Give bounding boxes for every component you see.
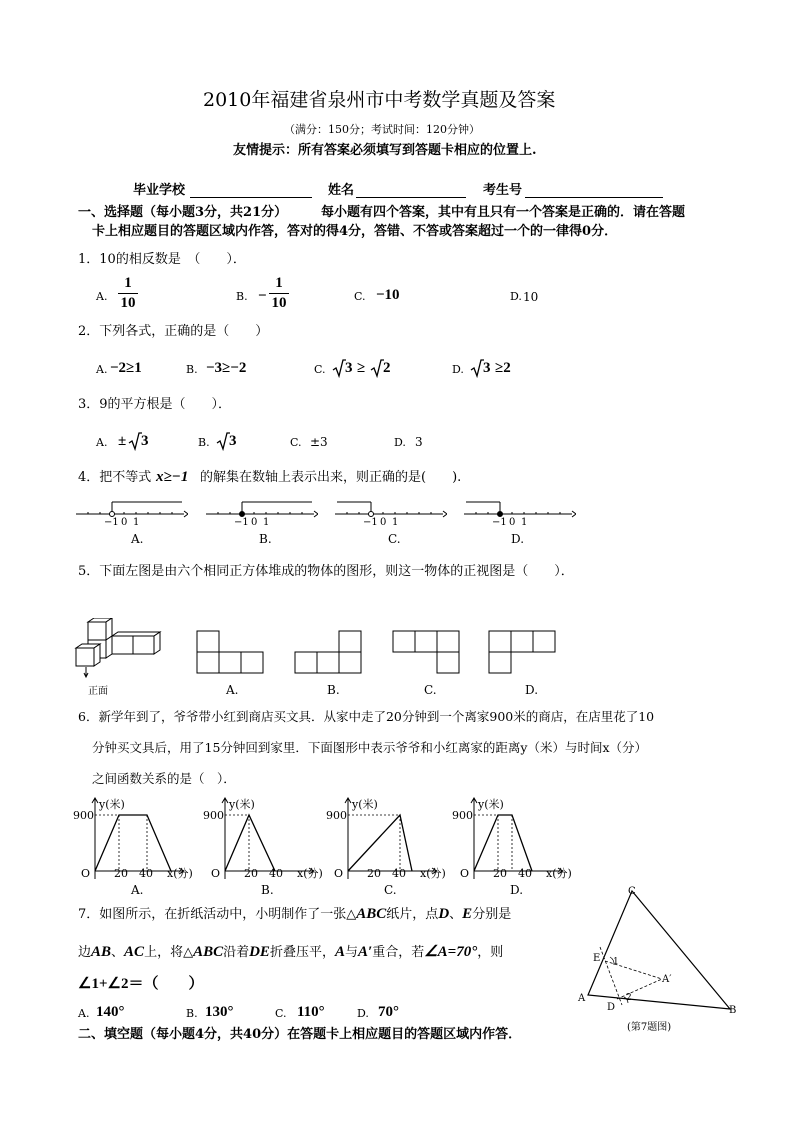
q4-numberline-c [335, 498, 447, 524]
q2-c-sqrt1 [332, 358, 346, 378]
q7-line2-ab: AB [91, 944, 112, 960]
q4-a-tick-1: 1 [133, 517, 140, 528]
q7-line1-d: D [438, 906, 450, 922]
q7-line2-mid4: 与 [344, 945, 358, 960]
q7-c-value: 110° [297, 1004, 325, 1020]
q3-a-radicand: 3 [141, 433, 149, 449]
q4-b-tick-1: 1 [263, 517, 270, 528]
name-blank[interactable] [356, 197, 466, 198]
q4-d-tick-neg1: −1 [492, 517, 507, 528]
q6-y-tick-900: 900 [452, 809, 473, 822]
q4-b-tick-0: 0 [251, 517, 258, 528]
q5-front-label: 正面 [88, 686, 108, 697]
q7-line1-post: 分别是 [472, 907, 512, 922]
tip-text: 友情提示：所有答案必须填写到答题卡相应的位置上. [233, 143, 537, 158]
q7-point-a: A [578, 993, 586, 1004]
q4-c-tick-0: 0 [380, 517, 387, 528]
q2-a-label: A. [96, 363, 108, 376]
q7-line2-post: ，则 [477, 945, 504, 960]
section1-instr2: 卡上相应题目的答题区域内作答，答对的得4分，答错、不答或答案超过一个的一律得0分． [92, 224, 618, 239]
q3-c-label: C. [290, 436, 302, 449]
q4-numberline-d [464, 498, 576, 524]
q7-line1-mid: 纸片，点 [386, 907, 439, 922]
q4-numberline-b [206, 498, 318, 524]
q7-line1-sep: 、 [449, 907, 463, 922]
q6-x-tick-40: 40 [518, 867, 532, 880]
q5-option-c-shape [392, 630, 462, 674]
q6-option-label: C. [384, 883, 397, 897]
q3-a-label: A. [96, 436, 108, 449]
q7-d-value: 70° [378, 1004, 399, 1020]
q4-stem-post: 的解集在数轴上表示出来，则正确的是( ). [200, 470, 462, 485]
q2-c-op: ≥ [357, 360, 366, 376]
page-title: 2010年福建省泉州市中考数学真题及答案 [203, 89, 556, 111]
q7-line2-a-prime: A′ [357, 944, 373, 960]
q7-line2 [78, 944, 503, 961]
q6-origin: O [334, 867, 344, 880]
q7-triangle-figure [580, 885, 740, 1025]
q5-stem: 5．下面左图是由六个相同正方体堆成的物体的图形，则这一物体的正视图是（ ）． [78, 564, 574, 579]
q5-option-d-shape [488, 630, 558, 674]
q6-origin: O [211, 867, 221, 880]
q7-point-c: C [628, 886, 636, 897]
q4-d-tick-1: 1 [521, 517, 528, 528]
q4-c-tick-1: 1 [392, 517, 399, 528]
q6-y-label: y(米) [478, 798, 504, 811]
q6-x-tick-20: 20 [244, 867, 258, 880]
q6-x-label: x(分) [297, 867, 323, 880]
q1-c-label: C. [354, 290, 366, 303]
q1-c-value: −10 [376, 287, 400, 303]
q7-line2-pre: 边 [78, 945, 92, 960]
exam-subtitle: （满分：150分；考试时间：120分钟） [284, 123, 480, 136]
q3-b-radicand: 3 [229, 433, 237, 449]
q6-x-label: x(分) [546, 867, 572, 880]
q4-numberline-a [76, 498, 188, 524]
q6-origin: O [460, 867, 470, 880]
section1-heading: 一、选择题（每小题3分，共21分） [78, 205, 288, 220]
q6-y-label: y(米) [352, 798, 378, 811]
q6-x-tick-20: 20 [114, 867, 128, 880]
q6-x-tick-40: 40 [139, 867, 153, 880]
q4-d-tick-0: 0 [509, 517, 516, 528]
fold-da-prime [617, 979, 662, 999]
q7-line2-de: DE [249, 944, 270, 960]
q1-b-label: B. [236, 290, 248, 303]
q7-point-d: D [607, 1002, 616, 1013]
q3-c-value: ±3 [310, 435, 328, 449]
q1-a-label: A. [96, 290, 108, 303]
q4-a-label: A. [131, 532, 144, 546]
q4-a-tick-neg1: −1 [104, 517, 119, 528]
q7-fig-caption: (第7题图) [627, 1022, 672, 1033]
q5-option-a-shape [196, 630, 266, 674]
q2-d-label: D. [452, 363, 464, 376]
q1-b-bar [269, 293, 289, 294]
triangle-abc [588, 891, 730, 1009]
q7-line1-abc: ABC [356, 906, 387, 922]
q1-a-numerator: 1 [124, 275, 132, 291]
exam-no-label: 考生号 [483, 183, 523, 198]
q4-a-tick-0: 0 [121, 517, 128, 528]
q2-stem: 2．下列各式，正确的是（ ） [78, 324, 269, 339]
q6-function-line [348, 815, 412, 871]
q6-function-line [474, 815, 532, 871]
q2-c-radicand2: 2 [383, 360, 391, 376]
q5-b-label: B. [327, 683, 340, 697]
q1-b-fraction [268, 275, 290, 312]
q3-d-value: 3 [415, 435, 423, 449]
q7-line2-ac: AC [124, 944, 145, 960]
q7-line2-abc: ABC [193, 944, 224, 960]
q6-line3: 之间函数关系的是（ ）． [92, 771, 236, 786]
q6-option-label: D. [510, 883, 524, 897]
q7-line2-mid2: 沿着 [223, 945, 250, 960]
q2-c-sqrt2 [370, 358, 384, 378]
q1-b-denominator: 10 [271, 295, 287, 311]
q4-b-tick-neg1: −1 [234, 517, 249, 528]
q6-option-label: B. [261, 883, 274, 897]
q5-c-label: C. [424, 683, 437, 697]
q1-b-numerator: 1 [275, 275, 283, 291]
q7-line2-mid3: 折叠压平， [269, 945, 335, 960]
q6-x-tick-40: 40 [392, 867, 406, 880]
q7-line2-sep: 、 [111, 945, 125, 960]
q7-line2-mid1: 上，将△ [144, 945, 194, 960]
q7-a-value: 140° [96, 1004, 125, 1020]
q6-x-label: x(分) [167, 867, 193, 880]
q5-option-b-shape [294, 630, 364, 674]
q3-a-pm: ± [118, 433, 127, 449]
q2-d-radicand: 3 [483, 360, 491, 376]
q6-x-tick-20: 20 [493, 867, 507, 880]
q7-point-e: E [593, 953, 601, 964]
q7-angle-2: 2 [626, 993, 632, 1003]
q7-b-label: B. [186, 1007, 198, 1020]
q4-stem-math: x≥−1 [156, 469, 189, 485]
q4-stem-pre: 4．把不等式 [78, 470, 152, 485]
q3-b-sqrt [216, 431, 230, 451]
q7-line3: ∠1+∠2＝（ ） [78, 976, 204, 992]
q2-c-label: C. [314, 363, 326, 376]
q6-line1: 6．新学年到了，爷爷带小红到商店买文具．从家中走了20分钟到一个离家900米的商店，在店里花了10 [78, 709, 655, 724]
q7-line2-a: A [334, 944, 345, 960]
q4-c-tick-neg1: −1 [363, 517, 378, 528]
q7-a-label: A. [78, 1007, 90, 1020]
q6-y-label: y(米) [99, 798, 125, 811]
q5-a-label: A. [226, 683, 239, 697]
q7-line2-cond: ∠A=70° [424, 944, 478, 960]
q2-a-expr: −2≥1 [110, 360, 142, 376]
section2-heading: 二、填空题（每小题4分，共40分）在答题卡上相应题目的答题区域内作答． [78, 1027, 522, 1042]
q1-d-label: D. [510, 290, 522, 303]
q5-cube-stack [74, 618, 164, 690]
q7-point-a-prime: A′ [662, 974, 672, 985]
q6-function-line [225, 815, 275, 871]
q7-line1 [78, 906, 511, 923]
q7-line2-mid5: 重合，若 [372, 945, 425, 960]
q3-d-label: D. [394, 436, 406, 449]
q1-d-value: 10 [523, 290, 539, 304]
section1-instr1: 每小题有四个答案，其中有且只有一个答案是正确的．请在答题 [321, 205, 686, 220]
school-label: 毕业学校 [133, 183, 186, 198]
q2-d-sqrt [470, 358, 484, 378]
q6-x-label: x(分) [420, 867, 446, 880]
q3-b-label: B. [198, 436, 210, 449]
q7-angle-1: 1 [613, 957, 619, 967]
q5-d-label: D. [525, 683, 539, 697]
q4-b-label: B. [259, 532, 272, 546]
q6-line2: 分钟买文具后，用了15分钟回到家里．下面图形中表示爷爷和小红离家的距离y（米）与时间x（分） [92, 740, 648, 755]
q1-b-sign: − [258, 288, 267, 304]
q4-c-label: C. [388, 532, 401, 546]
q7-b-value: 130° [205, 1004, 234, 1020]
q2-b-label: B. [186, 363, 198, 376]
q6-origin: O [81, 867, 91, 880]
q2-d-rest: ≥2 [495, 360, 511, 376]
q2-b-expr: −3≥−2 [206, 360, 247, 376]
q2-c-radicand1: 3 [345, 360, 353, 376]
q6-y-label: y(米) [229, 798, 255, 811]
q1-a-denominator: 10 [120, 295, 136, 311]
q6-function-line [95, 815, 171, 871]
q6-y-tick-900: 900 [73, 809, 94, 822]
q6-y-tick-900: 900 [326, 809, 347, 822]
q6-x-tick-40: 40 [269, 867, 283, 880]
q1-a-bar [118, 293, 138, 294]
q6-y-tick-900: 900 [203, 809, 224, 822]
q7-point-b: B [729, 1005, 737, 1016]
q1-stem: 1．10的相反数是 （ ）． [78, 252, 246, 267]
q1-a-fraction [117, 275, 139, 312]
q3-stem: 3．9的平方根是（ ）． [78, 397, 232, 412]
q3-a-sqrt [128, 431, 142, 451]
q6-option-label: A. [131, 883, 144, 897]
q7-line1-pre: 7．如图所示，在折纸活动中，小明制作了一张△ [78, 907, 357, 922]
q4-d-label: D. [511, 532, 525, 546]
q7-d-label: D. [357, 1007, 369, 1020]
exam-no-blank[interactable] [525, 197, 663, 198]
school-blank[interactable] [190, 197, 312, 198]
q6-x-tick-20: 20 [367, 867, 381, 880]
q7-line1-e: E [462, 906, 473, 922]
q7-c-label: C. [275, 1007, 287, 1020]
name-label: 姓名 [328, 183, 355, 198]
